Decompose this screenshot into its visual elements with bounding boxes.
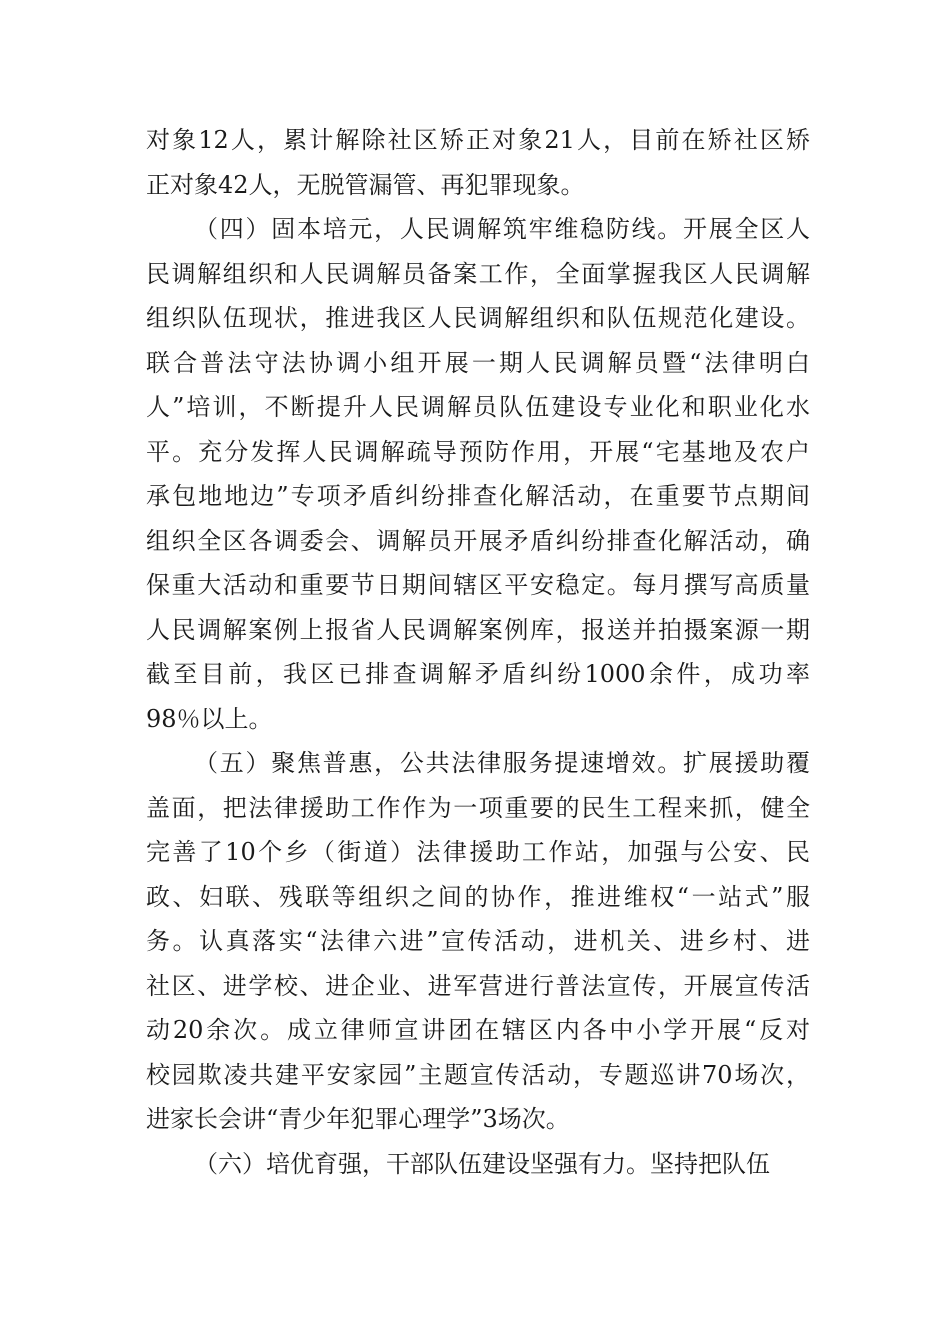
text-line: 平。充分发挥人民调解疏导预防作用，开展“宅基地及农户: [146, 437, 810, 466]
text-line: 民调解组织和人民调解员备案工作，全面掌握我区人民调解: [146, 259, 810, 288]
text-line: 正对象42人，无脱管漏管、再犯罪现象。: [146, 170, 585, 199]
text-line: 盖面，把法律援助工作作为一项重要的民生工程来抓，健全: [146, 793, 810, 822]
text-line: 组织队伍现状，推进我区人民调解组织和队伍规范化建设。: [146, 304, 810, 332]
text-line: 组织全区各调委会、调解员开展矛盾纠纷排查化解活动，确: [146, 526, 810, 555]
text-line: 政、妇联、残联等组织之间的协作，推进维权“一站式”服: [146, 882, 810, 911]
text-line: 进家长会讲“青少年犯罪心理学”3场次。: [146, 1105, 570, 1133]
text-line: 截至目前，我区已排查调解矛盾纠纷1000余件，成功率: [146, 660, 810, 688]
text-line: 务。认真落实“法律六进”宣传活动，进机关、进乡村、进: [146, 927, 810, 955]
document-body: [146, 118, 810, 1186]
text-line: 98％以上。: [146, 704, 273, 733]
section-heading-line: （四）固本培元，人民调解筑牢维稳防线。开展全区人: [194, 215, 810, 243]
section-heading-line: （五）聚焦普惠，公共法律服务提速增效。扩展援助覆: [194, 749, 810, 777]
text-line: 校园欺凌共建平安家园”主题宣传活动，专题巡讲70场次，: [146, 1060, 810, 1089]
section-heading-line: （六）培优育强，干部队伍建设坚强有力。坚持把队伍: [194, 1149, 770, 1178]
paragraph-team-building: [146, 1142, 810, 1187]
text-line: 对象12人，累计解除社区矫正对象21人，目前在矫社区矫: [146, 126, 810, 154]
text-line: 完善了10个乡（街道）法律援助工作站，加强与公安、民: [146, 838, 810, 866]
text-line: 社区、进学校、进企业、进军营进行普法宣传，开展宣传活: [146, 971, 810, 1000]
text-line: 保重大活动和重要节日期间辖区平安稳定。每月撰写高质量: [146, 571, 810, 599]
paragraph-public-legal-services: [146, 741, 810, 1142]
text-line: 人民调解案例上报省人民调解案例库，报送并拍摄案源一期: [146, 615, 810, 644]
paragraph-people-mediation: [146, 207, 810, 741]
text-line: 承包地地边”专项矛盾纠纷排查化解活动，在重要节点期间: [146, 482, 810, 510]
text-line: 人”培训，不断提升人民调解员队伍建设专业化和职业化水: [146, 393, 810, 421]
text-line: 动20余次。成立律师宣讲团在辖区内各中小学开展“反对: [146, 1016, 810, 1044]
paragraph-community-correction: [146, 118, 810, 207]
text-line: 联合普法守法协调小组开展一期人民调解员暨“法律明白: [146, 348, 810, 377]
